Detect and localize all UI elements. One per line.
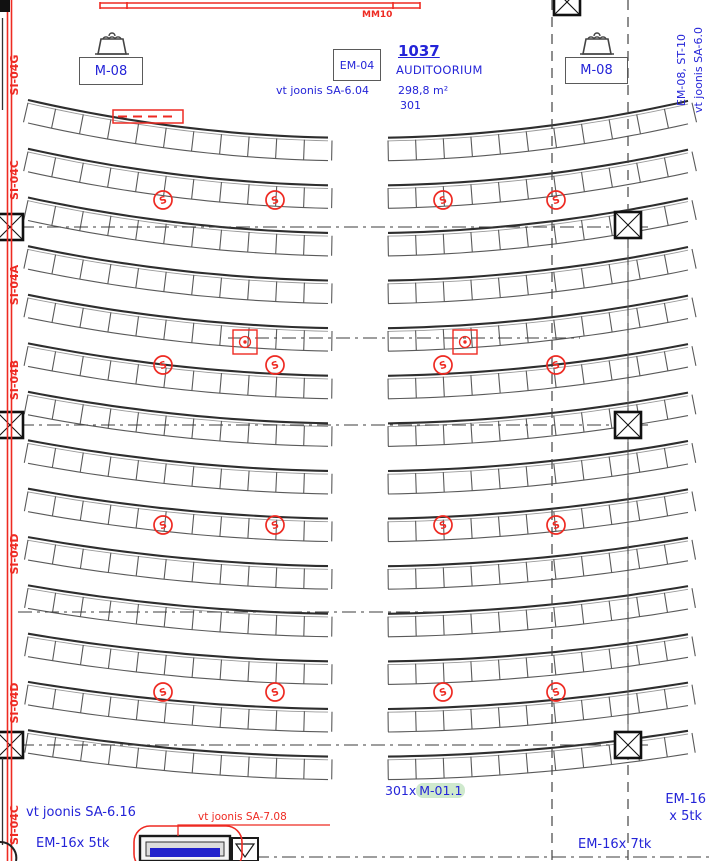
svg-text:S: S <box>270 686 281 700</box>
column-marker <box>615 212 641 238</box>
room-ref: vt joonis SA-6.04 <box>276 84 370 97</box>
svg-text:S: S <box>551 194 562 208</box>
speaker-symbol <box>547 683 565 701</box>
speaker-symbol <box>154 516 172 534</box>
seat-type-badge: M-01.1 <box>416 783 465 798</box>
speaker-symbol <box>266 516 284 534</box>
svg-text:S: S <box>270 194 281 208</box>
speaker-symbol <box>434 516 452 534</box>
speaker-symbol <box>266 683 284 701</box>
seat-count-label <box>385 784 465 797</box>
svg-text:S: S <box>551 519 562 533</box>
svg-text:S: S <box>438 359 449 373</box>
speaker-symbol <box>266 191 284 209</box>
seat-row <box>25 730 695 779</box>
projector-left-label: M-08 <box>94 63 128 79</box>
svg-text:S: S <box>438 686 449 700</box>
projector-icon <box>95 33 129 54</box>
wall-label-si-04b: SI-04B <box>8 359 21 401</box>
svg-text:S: S <box>158 194 169 208</box>
wall-label-si-04d: SI-04D <box>8 682 21 724</box>
speaker-symbol <box>266 356 284 374</box>
svg-text:S: S <box>438 519 449 533</box>
em04-box <box>333 49 381 81</box>
svg-text:S: S <box>158 686 169 700</box>
wall-label-si-04a: SI-04A <box>8 264 21 306</box>
wall-label-si-04g: SI-04G <box>8 54 21 96</box>
wall-label-si-04c: SI-04C <box>8 805 21 845</box>
column-marker <box>615 412 641 438</box>
seat-row <box>25 537 696 589</box>
wall-label-si-04c: SI-04C <box>8 160 21 200</box>
right-note-1: vt joonis SA-6.0 <box>692 26 705 114</box>
seat-row <box>24 343 696 398</box>
svg-text:S: S <box>438 194 449 208</box>
svg-text:S: S <box>158 359 169 373</box>
seat-row <box>25 585 696 636</box>
footer-em16-bottom: EM-16x 7tk <box>578 837 652 852</box>
room-number: 1037 <box>398 42 440 60</box>
svg-text:S: S <box>551 686 562 700</box>
speaker-symbol <box>434 683 452 701</box>
room-name: AUDITOORIUM <box>396 63 483 77</box>
footer-em16-left: EM-16x 5tk <box>36 836 110 851</box>
speaker-symbol <box>434 191 452 209</box>
speaker-symbol <box>154 191 172 209</box>
svg-text:S: S <box>551 359 562 373</box>
speaker-symbols <box>154 191 565 701</box>
speaker-symbol <box>154 683 172 701</box>
right-note-2: EM-08, ST-10 <box>675 33 688 107</box>
column-marker <box>554 0 580 15</box>
red-detail-rect <box>113 110 183 123</box>
ceiling-fixture-symbol <box>233 330 257 354</box>
seat-row <box>24 149 697 209</box>
seat-count-prefix: 301x <box>385 783 417 798</box>
footer-ref-red: vt joonis SA-7.08 <box>198 811 287 823</box>
speaker-symbol <box>547 516 565 534</box>
column-marker <box>615 732 641 758</box>
projector-right-label: M-08 <box>580 63 613 78</box>
svg-text:S: S <box>270 519 281 533</box>
seat-row <box>24 440 695 494</box>
room-area: 298,8 m² <box>398 84 449 97</box>
seat-rows <box>24 100 697 780</box>
footer-em16-right-1: EM-16 <box>665 792 706 807</box>
footer-em16-right-2: x 5tk <box>669 809 702 824</box>
red-wall-lines <box>8 0 421 861</box>
seat-row <box>24 100 697 161</box>
projector-icon <box>580 33 614 54</box>
speaker-symbol <box>434 356 452 374</box>
ceiling-fixture-symbol <box>453 330 477 354</box>
mm10-label: MM10 <box>362 10 393 20</box>
projector-box-right <box>565 57 628 84</box>
projector-box-left <box>79 57 143 85</box>
svg-text:S: S <box>158 519 169 533</box>
seat-row <box>25 682 695 732</box>
wall-label-si-04d: SI-04D <box>8 533 21 575</box>
room-code: 301 <box>400 99 421 112</box>
seat-row <box>25 634 696 685</box>
floor-box-device <box>140 836 258 861</box>
svg-text:S: S <box>270 359 281 373</box>
seat-row <box>24 295 696 351</box>
seat-row <box>24 489 695 542</box>
em04-label: EM-04 <box>339 58 375 72</box>
footer-ref-blue: vt joonis SA-6.16 <box>26 805 136 820</box>
seat-row <box>24 246 696 303</box>
seat-row <box>24 392 696 447</box>
